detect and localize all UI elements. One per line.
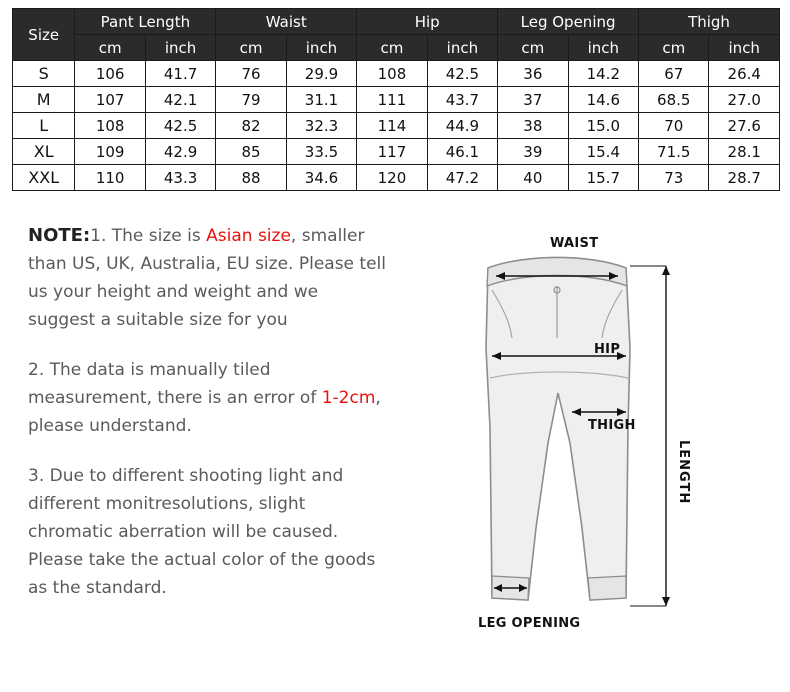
- cuff-right: [588, 576, 626, 600]
- cell: 37: [498, 87, 568, 113]
- note-2-text-a: 2. The data is manually tiled measurement, there is an error of: [28, 360, 322, 408]
- unit-header-pant-length-cm: cm: [75, 35, 145, 61]
- cell: 120: [357, 165, 427, 191]
- cell: 71.5: [639, 139, 709, 165]
- pants-measurement-diagram: [430, 228, 770, 648]
- cell: 108: [357, 61, 427, 87]
- note-item-1: [28, 222, 388, 334]
- cell: 26.4: [709, 61, 780, 87]
- cell: 29.9: [286, 61, 356, 87]
- unit-header-leg-opening-cm: cm: [498, 35, 568, 61]
- unit-header-waist-inch: inch: [286, 35, 356, 61]
- length-measure-arrow: [630, 266, 670, 606]
- cell: 28.7: [709, 165, 780, 191]
- cell: 46.1: [427, 139, 497, 165]
- cell: 43.7: [427, 87, 497, 113]
- note-1-text-b: , smaller than US, UK, Australia, EU size. Please tell us your height and weight and we suggest a suitable size for you: [28, 226, 386, 330]
- table-row: [13, 139, 780, 165]
- cell: 108: [75, 113, 145, 139]
- cell: 41.7: [145, 61, 215, 87]
- row-size-label: S: [13, 61, 75, 87]
- notes-block: [28, 222, 388, 624]
- cell: 15.4: [568, 139, 638, 165]
- note-item-3: [28, 462, 388, 602]
- cell: 70: [639, 113, 709, 139]
- cell: 33.5: [286, 139, 356, 165]
- cell: 82: [216, 113, 286, 139]
- table-body: [13, 61, 780, 191]
- cell: 36: [498, 61, 568, 87]
- cell: 43.3: [145, 165, 215, 191]
- note-2-text-b: , please understand.: [28, 388, 381, 436]
- row-size-label: XL: [13, 139, 75, 165]
- unit-header-thigh-inch: inch: [709, 35, 780, 61]
- cell: 107: [75, 87, 145, 113]
- row-size-label: M: [13, 87, 75, 113]
- cell: 88: [216, 165, 286, 191]
- cell: 42.1: [145, 87, 215, 113]
- cell: 111: [357, 87, 427, 113]
- cell: 42.5: [427, 61, 497, 87]
- cell: 14.2: [568, 61, 638, 87]
- pants-illustration-svg: [430, 228, 770, 648]
- note-1-highlight: Asian size: [206, 226, 291, 246]
- row-size-label: XXL: [13, 165, 75, 191]
- cell: 73: [639, 165, 709, 191]
- unit-header-pant-length-inch: inch: [145, 35, 215, 61]
- cell: 42.9: [145, 139, 215, 165]
- cell: 40: [498, 165, 568, 191]
- cell: 31.1: [286, 87, 356, 113]
- cell: 44.9: [427, 113, 497, 139]
- leg-opening-label: LEG OPENING: [478, 616, 581, 631]
- table-row: [13, 87, 780, 113]
- note-item-2: [28, 356, 388, 440]
- note-1-text-a: 1. The size is: [90, 226, 207, 246]
- cell: 14.6: [568, 87, 638, 113]
- cell: 109: [75, 139, 145, 165]
- table-unit-header-row: [13, 35, 780, 61]
- column-header-leg-opening: Leg Opening: [498, 9, 639, 35]
- cell: 67: [639, 61, 709, 87]
- table-row: [13, 61, 780, 87]
- cell: 114: [357, 113, 427, 139]
- cell: 42.5: [145, 113, 215, 139]
- cell: 38: [498, 113, 568, 139]
- cell: 76: [216, 61, 286, 87]
- note-label: NOTE:: [28, 225, 91, 246]
- column-header-size: Size: [13, 9, 75, 61]
- cell: 34.6: [286, 165, 356, 191]
- cell: 68.5: [639, 87, 709, 113]
- unit-header-leg-opening-inch: inch: [568, 35, 638, 61]
- unit-header-hip-cm: cm: [357, 35, 427, 61]
- unit-header-thigh-cm: cm: [639, 35, 709, 61]
- table-head: [13, 9, 780, 61]
- cell: 15.0: [568, 113, 638, 139]
- column-header-pant-length: Pant Length: [75, 9, 216, 35]
- cell: 106: [75, 61, 145, 87]
- cell: 28.1: [709, 139, 780, 165]
- cell: 117: [357, 139, 427, 165]
- size-table: [12, 8, 780, 191]
- cell: 15.7: [568, 165, 638, 191]
- waist-label: WAIST: [550, 236, 599, 251]
- table-row: [13, 113, 780, 139]
- unit-header-hip-inch: inch: [427, 35, 497, 61]
- cell: 39: [498, 139, 568, 165]
- cell: 27.0: [709, 87, 780, 113]
- cell: 110: [75, 165, 145, 191]
- row-size-label: L: [13, 113, 75, 139]
- note-2-highlight: 1-2cm: [321, 388, 376, 408]
- length-label: LENGTH: [676, 440, 691, 505]
- unit-header-waist-cm: cm: [216, 35, 286, 61]
- hip-label: HIP: [594, 342, 621, 357]
- column-header-waist: Waist: [216, 9, 357, 35]
- thigh-label: THIGH: [588, 418, 636, 433]
- table-row: [13, 165, 780, 191]
- cell: 85: [216, 139, 286, 165]
- cell: 27.6: [709, 113, 780, 139]
- column-header-thigh: Thigh: [639, 9, 780, 35]
- note-3-text: 3. Due to different shooting light and different monitresolutions, slight chromatic aberration will be caused. Please take the actual color of the goods as the standard.: [28, 466, 376, 598]
- column-header-hip: Hip: [357, 9, 498, 35]
- cell: 79: [216, 87, 286, 113]
- cell: 47.2: [427, 165, 497, 191]
- cell: 32.3: [286, 113, 356, 139]
- table-group-header-row: [13, 9, 780, 35]
